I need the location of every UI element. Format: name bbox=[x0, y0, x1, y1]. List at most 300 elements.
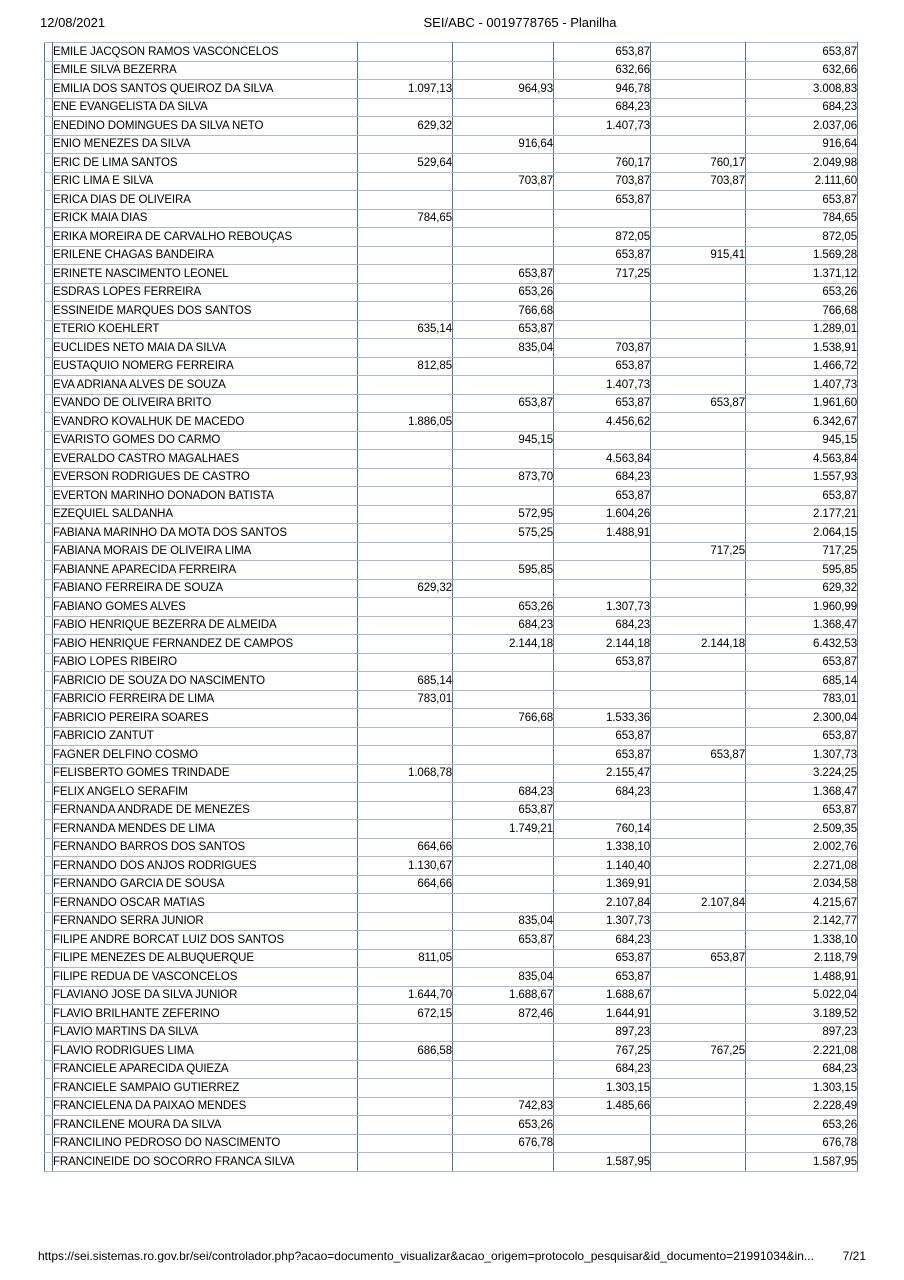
table-row bbox=[45, 561, 858, 580]
value2-cell bbox=[453, 209, 554, 228]
table-row bbox=[45, 857, 858, 876]
name-cell: ESDRAS LOPES FERREIRA bbox=[53, 283, 358, 302]
name-cell: FERNANDO DOS ANJOS RODRIGUES bbox=[53, 857, 358, 876]
table-row bbox=[45, 746, 858, 765]
total-cell: 2.271,08 bbox=[746, 857, 858, 876]
total-cell: 945,15 bbox=[746, 431, 858, 450]
value4-cell: 915,41 bbox=[651, 246, 746, 265]
value1-cell: 1.068,78 bbox=[358, 764, 453, 783]
value3-cell: 4.563,84 bbox=[554, 450, 651, 469]
total-cell: 2.034,58 bbox=[746, 875, 858, 894]
value2-cell bbox=[453, 1079, 554, 1098]
total-cell: 1.368,47 bbox=[746, 783, 858, 802]
value1-cell bbox=[358, 1116, 453, 1135]
name-cell: ESSINEIDE MARQUES DOS SANTOS bbox=[53, 302, 358, 321]
value1-cell bbox=[358, 1023, 453, 1042]
value1-cell bbox=[358, 43, 453, 62]
value1-cell bbox=[358, 801, 453, 820]
table-row bbox=[45, 912, 858, 931]
name-cell: ERIKA MOREIRA DE CARVALHO REBOUÇAS bbox=[53, 228, 358, 247]
value1-cell bbox=[358, 709, 453, 728]
value1-cell bbox=[358, 616, 453, 635]
name-cell: ERILENE CHAGAS BANDEIRA bbox=[53, 246, 358, 265]
value3-cell: 1.307,73 bbox=[554, 598, 651, 617]
value4-cell bbox=[651, 413, 746, 432]
value4-cell bbox=[651, 487, 746, 506]
total-cell: 1.587,95 bbox=[746, 1153, 858, 1172]
value3-cell: 653,87 bbox=[554, 43, 651, 62]
spacer-cell bbox=[45, 616, 53, 635]
table-row bbox=[45, 413, 858, 432]
value3-cell: 946,78 bbox=[554, 80, 651, 99]
table-row bbox=[45, 894, 858, 913]
value4-cell bbox=[651, 431, 746, 450]
value2-cell: 916,64 bbox=[453, 135, 554, 154]
value3-cell: 717,25 bbox=[554, 265, 651, 284]
value3-cell: 767,25 bbox=[554, 1042, 651, 1061]
spacer-cell bbox=[45, 579, 53, 598]
value3-cell: 1.303,15 bbox=[554, 1079, 651, 1098]
value2-cell bbox=[453, 1042, 554, 1061]
value2-cell bbox=[453, 98, 554, 117]
value1-cell bbox=[358, 228, 453, 247]
value3-cell: 1.587,95 bbox=[554, 1153, 651, 1172]
value3-cell bbox=[554, 672, 651, 691]
table-row bbox=[45, 1116, 858, 1135]
name-cell: FERNANDO OSCAR MATIAS bbox=[53, 894, 358, 913]
total-cell: 717,25 bbox=[746, 542, 858, 561]
value1-cell: 812,85 bbox=[358, 357, 453, 376]
value4-cell bbox=[651, 1134, 746, 1153]
spacer-cell bbox=[45, 524, 53, 543]
value1-cell: 1.886,05 bbox=[358, 413, 453, 432]
spacer-cell bbox=[45, 986, 53, 1005]
total-cell: 2.111,60 bbox=[746, 172, 858, 191]
spacer-cell bbox=[45, 709, 53, 728]
total-cell: 4.563,84 bbox=[746, 450, 858, 469]
spacer-cell bbox=[45, 838, 53, 857]
value3-cell: 1.307,73 bbox=[554, 912, 651, 931]
table-row bbox=[45, 357, 858, 376]
value4-cell bbox=[651, 80, 746, 99]
spacer-cell bbox=[45, 1079, 53, 1098]
table-row bbox=[45, 61, 858, 80]
value2-cell bbox=[453, 838, 554, 857]
value3-cell: 684,23 bbox=[554, 783, 651, 802]
name-cell: FABRICIO DE SOUZA DO NASCIMENTO bbox=[53, 672, 358, 691]
total-cell: 684,23 bbox=[746, 98, 858, 117]
value2-cell: 835,04 bbox=[453, 912, 554, 931]
value2-cell bbox=[453, 117, 554, 136]
spacer-cell bbox=[45, 561, 53, 580]
value2-cell: 653,26 bbox=[453, 283, 554, 302]
value3-cell bbox=[554, 209, 651, 228]
value2-cell: 835,04 bbox=[453, 339, 554, 358]
name-cell: EVA ADRIANA ALVES DE SOUZA bbox=[53, 376, 358, 395]
name-cell: ERIC DE LIMA SANTOS bbox=[53, 154, 358, 173]
value1-cell bbox=[358, 191, 453, 210]
value4-cell bbox=[651, 801, 746, 820]
value4-cell bbox=[651, 579, 746, 598]
total-cell: 629,32 bbox=[746, 579, 858, 598]
name-cell: ERINETE NASCIMENTO LEONEL bbox=[53, 265, 358, 284]
table-row bbox=[45, 117, 858, 136]
value1-cell bbox=[358, 1153, 453, 1172]
value2-cell bbox=[453, 542, 554, 561]
name-cell: ENE EVANGELISTA DA SILVA bbox=[53, 98, 358, 117]
value1-cell bbox=[358, 598, 453, 617]
table-row bbox=[45, 80, 858, 99]
spacer-cell bbox=[45, 1005, 53, 1024]
total-cell: 653,26 bbox=[746, 283, 858, 302]
value4-cell bbox=[651, 450, 746, 469]
value3-cell bbox=[554, 302, 651, 321]
value1-cell bbox=[358, 912, 453, 931]
name-cell: FELIX ANGELO SERAFIM bbox=[53, 783, 358, 802]
value2-cell: 575,25 bbox=[453, 524, 554, 543]
value4-cell bbox=[651, 320, 746, 339]
name-cell: FABIANA MARINHO DA MOTA DOS SANTOS bbox=[53, 524, 358, 543]
name-cell: FABIO HENRIQUE FERNANDEZ DE CAMPOS bbox=[53, 635, 358, 654]
value1-cell bbox=[358, 727, 453, 746]
name-cell: FRANCILINO PEDROSO DO NASCIMENTO bbox=[53, 1134, 358, 1153]
spacer-cell bbox=[45, 98, 53, 117]
spacer-cell bbox=[45, 635, 53, 654]
value4-cell bbox=[651, 1023, 746, 1042]
value1-cell: 664,66 bbox=[358, 838, 453, 857]
value3-cell: 1.338,10 bbox=[554, 838, 651, 857]
name-cell: FRANCINEIDE DO SOCORRO FRANCA SILVA bbox=[53, 1153, 358, 1172]
total-cell: 2.064,15 bbox=[746, 524, 858, 543]
total-cell: 653,87 bbox=[746, 801, 858, 820]
value3-cell: 653,87 bbox=[554, 727, 651, 746]
value2-cell bbox=[453, 191, 554, 210]
name-cell: EVERSON RODRIGUES DE CASTRO bbox=[53, 468, 358, 487]
table-row bbox=[45, 1097, 858, 1116]
spacer-cell bbox=[45, 209, 53, 228]
value2-cell bbox=[453, 228, 554, 247]
total-cell: 2.228,49 bbox=[746, 1097, 858, 1116]
value2-cell bbox=[453, 764, 554, 783]
value2-cell bbox=[453, 1023, 554, 1042]
value3-cell: 703,87 bbox=[554, 172, 651, 191]
table-row bbox=[45, 635, 858, 654]
value1-cell bbox=[358, 524, 453, 543]
value3-cell: 1.407,73 bbox=[554, 117, 651, 136]
value4-cell bbox=[651, 61, 746, 80]
value2-cell: 2.144,18 bbox=[453, 635, 554, 654]
table-row bbox=[45, 598, 858, 617]
value1-cell bbox=[358, 820, 453, 839]
value1-cell: 1.097,13 bbox=[358, 80, 453, 99]
value4-cell bbox=[651, 912, 746, 931]
name-cell: FABIANNE APARECIDA FERREIRA bbox=[53, 561, 358, 580]
value4-cell bbox=[651, 339, 746, 358]
table-row bbox=[45, 1042, 858, 1061]
value4-cell bbox=[651, 838, 746, 857]
name-cell: FABRICIO PEREIRA SOARES bbox=[53, 709, 358, 728]
table-row bbox=[45, 1079, 858, 1098]
value2-cell: 1.688,67 bbox=[453, 986, 554, 1005]
name-cell: FLAVIO MARTINS DA SILVA bbox=[53, 1023, 358, 1042]
value3-cell: 684,23 bbox=[554, 1060, 651, 1079]
name-cell: EMILIA DOS SANTOS QUEIROZ DA SILVA bbox=[53, 80, 358, 99]
value2-cell: 595,85 bbox=[453, 561, 554, 580]
table-row bbox=[45, 727, 858, 746]
value1-cell bbox=[358, 1134, 453, 1153]
total-cell: 5.022,04 bbox=[746, 986, 858, 1005]
table-row bbox=[45, 450, 858, 469]
value4-cell bbox=[651, 524, 746, 543]
value3-cell: 653,87 bbox=[554, 394, 651, 413]
table-row bbox=[45, 98, 858, 117]
name-cell: ERICA DIAS DE OLIVEIRA bbox=[53, 191, 358, 210]
total-cell: 2.509,35 bbox=[746, 820, 858, 839]
spacer-cell bbox=[45, 487, 53, 506]
total-cell: 1.466,72 bbox=[746, 357, 858, 376]
total-cell: 916,64 bbox=[746, 135, 858, 154]
value3-cell bbox=[554, 801, 651, 820]
value2-cell: 835,04 bbox=[453, 968, 554, 987]
table-row bbox=[45, 1060, 858, 1079]
table-row bbox=[45, 542, 858, 561]
name-cell: FRANCIELE APARECIDA QUIEZA bbox=[53, 1060, 358, 1079]
table-row bbox=[45, 524, 858, 543]
spacer-cell bbox=[45, 302, 53, 321]
value1-cell bbox=[358, 542, 453, 561]
value2-cell: 703,87 bbox=[453, 172, 554, 191]
spacer-cell bbox=[45, 61, 53, 80]
value4-cell: 760,17 bbox=[651, 154, 746, 173]
value3-cell bbox=[554, 320, 651, 339]
table-body bbox=[45, 43, 858, 1172]
total-cell: 653,87 bbox=[746, 191, 858, 210]
spacer-cell bbox=[45, 1134, 53, 1153]
value3-cell: 653,87 bbox=[554, 653, 651, 672]
total-cell: 2.300,04 bbox=[746, 709, 858, 728]
value1-cell bbox=[358, 1060, 453, 1079]
value4-cell bbox=[651, 43, 746, 62]
value3-cell bbox=[554, 283, 651, 302]
value2-cell: 684,23 bbox=[453, 783, 554, 802]
name-cell: FABRICIO ZANTUT bbox=[53, 727, 358, 746]
total-cell: 1.557,93 bbox=[746, 468, 858, 487]
value2-cell: 653,87 bbox=[453, 394, 554, 413]
table-row bbox=[45, 690, 858, 709]
total-cell: 1.307,73 bbox=[746, 746, 858, 765]
spacer-cell bbox=[45, 1023, 53, 1042]
value1-cell bbox=[358, 1097, 453, 1116]
value2-cell bbox=[453, 43, 554, 62]
total-cell: 653,87 bbox=[746, 727, 858, 746]
value1-cell bbox=[358, 376, 453, 395]
value2-cell: 872,46 bbox=[453, 1005, 554, 1024]
value3-cell: 1.407,73 bbox=[554, 376, 651, 395]
spacer-cell bbox=[45, 875, 53, 894]
value4-cell bbox=[651, 709, 746, 728]
name-cell: EUSTAQUIO NOMERG FERREIRA bbox=[53, 357, 358, 376]
name-cell: FERNANDO SERRA JUNIOR bbox=[53, 912, 358, 931]
name-cell: FRANCIELE SAMPAIO GUTIERREZ bbox=[53, 1079, 358, 1098]
value4-cell bbox=[651, 875, 746, 894]
spacer-cell bbox=[45, 598, 53, 617]
value4-cell: 653,87 bbox=[651, 394, 746, 413]
spacer-cell bbox=[45, 505, 53, 524]
value4-cell bbox=[651, 727, 746, 746]
table-row bbox=[45, 172, 858, 191]
value3-cell: 632,66 bbox=[554, 61, 651, 80]
value1-cell: 629,32 bbox=[358, 579, 453, 598]
value3-cell: 684,23 bbox=[554, 98, 651, 117]
spacer-cell bbox=[45, 320, 53, 339]
value4-cell bbox=[651, 616, 746, 635]
value3-cell bbox=[554, 1134, 651, 1153]
name-cell: FLAVIANO JOSE DA SILVA JUNIOR bbox=[53, 986, 358, 1005]
total-cell: 1.407,73 bbox=[746, 376, 858, 395]
value3-cell: 684,23 bbox=[554, 616, 651, 635]
total-cell: 2.221,08 bbox=[746, 1042, 858, 1061]
value1-cell bbox=[358, 246, 453, 265]
value3-cell: 653,87 bbox=[554, 746, 651, 765]
value3-cell: 653,87 bbox=[554, 246, 651, 265]
name-cell: FABIANO FERREIRA DE SOUZA bbox=[53, 579, 358, 598]
value4-cell bbox=[651, 986, 746, 1005]
value1-cell bbox=[358, 931, 453, 950]
value4-cell bbox=[651, 598, 746, 617]
total-cell: 2.118,79 bbox=[746, 949, 858, 968]
value1-cell bbox=[358, 783, 453, 802]
table-row bbox=[45, 1153, 858, 1172]
value4-cell bbox=[651, 857, 746, 876]
total-cell: 685,14 bbox=[746, 672, 858, 691]
total-cell: 653,87 bbox=[746, 43, 858, 62]
value3-cell: 1.485,66 bbox=[554, 1097, 651, 1116]
value4-cell bbox=[651, 820, 746, 839]
value2-cell: 653,26 bbox=[453, 1116, 554, 1135]
table-row bbox=[45, 709, 858, 728]
name-cell: FERNANDO GARCIA DE SOUSA bbox=[53, 875, 358, 894]
value4-cell bbox=[651, 505, 746, 524]
value2-cell bbox=[453, 653, 554, 672]
table-row bbox=[45, 1023, 858, 1042]
value2-cell: 766,68 bbox=[453, 302, 554, 321]
table-row bbox=[45, 487, 858, 506]
value2-cell bbox=[453, 357, 554, 376]
spacer-cell bbox=[45, 1153, 53, 1172]
name-cell: ETERIO KOEHLERT bbox=[53, 320, 358, 339]
table-row bbox=[45, 135, 858, 154]
table-row bbox=[45, 764, 858, 783]
value4-cell bbox=[651, 931, 746, 950]
table-row bbox=[45, 1005, 858, 1024]
value4-cell: 717,25 bbox=[651, 542, 746, 561]
value4-cell: 653,87 bbox=[651, 949, 746, 968]
total-cell: 766,68 bbox=[746, 302, 858, 321]
value3-cell: 703,87 bbox=[554, 339, 651, 358]
name-cell: EVERALDO CASTRO MAGALHAES bbox=[53, 450, 358, 469]
value1-cell bbox=[358, 98, 453, 117]
total-cell: 2.177,21 bbox=[746, 505, 858, 524]
spacer-cell bbox=[45, 820, 53, 839]
spacer-cell bbox=[45, 857, 53, 876]
table-row bbox=[45, 302, 858, 321]
value1-cell: 783,01 bbox=[358, 690, 453, 709]
table-row bbox=[45, 616, 858, 635]
spacer-cell bbox=[45, 542, 53, 561]
total-cell: 1.338,10 bbox=[746, 931, 858, 950]
spacer-cell bbox=[45, 894, 53, 913]
value2-cell: 676,78 bbox=[453, 1134, 554, 1153]
spacer-cell bbox=[45, 672, 53, 691]
spacer-cell bbox=[45, 783, 53, 802]
value1-cell: 686,58 bbox=[358, 1042, 453, 1061]
value1-cell bbox=[358, 61, 453, 80]
total-cell: 783,01 bbox=[746, 690, 858, 709]
value3-cell: 760,17 bbox=[554, 154, 651, 173]
table-row bbox=[45, 986, 858, 1005]
value1-cell bbox=[358, 487, 453, 506]
value4-cell bbox=[651, 1116, 746, 1135]
total-cell: 3.224,25 bbox=[746, 764, 858, 783]
document-title: SEI/ABC - 0019778765 - Planilha bbox=[423, 15, 617, 30]
name-cell: FELISBERTO GOMES TRINDADE bbox=[53, 764, 358, 783]
name-cell: EVARISTO GOMES DO CARMO bbox=[53, 431, 358, 450]
value1-cell bbox=[358, 283, 453, 302]
table-row bbox=[45, 505, 858, 524]
name-cell: EVANDO DE OLIVEIRA BRITO bbox=[53, 394, 358, 413]
table-row bbox=[45, 209, 858, 228]
spacer-cell bbox=[45, 394, 53, 413]
value2-cell bbox=[453, 672, 554, 691]
spacer-cell bbox=[45, 43, 53, 62]
total-cell: 632,66 bbox=[746, 61, 858, 80]
value4-cell: 767,25 bbox=[651, 1042, 746, 1061]
table-row bbox=[45, 339, 858, 358]
table-row bbox=[45, 228, 858, 247]
spacer-cell bbox=[45, 135, 53, 154]
value3-cell bbox=[554, 542, 651, 561]
value2-cell bbox=[453, 894, 554, 913]
spacer-cell bbox=[45, 949, 53, 968]
value3-cell: 1.644,91 bbox=[554, 1005, 651, 1024]
name-cell: FABIANO GOMES ALVES bbox=[53, 598, 358, 617]
name-cell: FRANCIELENA DA PAIXAO MENDES bbox=[53, 1097, 358, 1116]
total-cell: 1.289,01 bbox=[746, 320, 858, 339]
value3-cell: 872,05 bbox=[554, 228, 651, 247]
value4-cell bbox=[651, 468, 746, 487]
value3-cell: 684,23 bbox=[554, 931, 651, 950]
spacer-cell bbox=[45, 191, 53, 210]
value4-cell: 2.144,18 bbox=[651, 635, 746, 654]
value2-cell: 572,95 bbox=[453, 505, 554, 524]
name-cell: FAGNER DELFINO COSMO bbox=[53, 746, 358, 765]
value2-cell bbox=[453, 857, 554, 876]
total-cell: 1.960,99 bbox=[746, 598, 858, 617]
total-cell: 2.037,06 bbox=[746, 117, 858, 136]
value2-cell: 945,15 bbox=[453, 431, 554, 450]
value1-cell bbox=[358, 135, 453, 154]
value3-cell bbox=[554, 431, 651, 450]
name-cell: FERNANDA MENDES DE LIMA bbox=[53, 820, 358, 839]
table-row bbox=[45, 320, 858, 339]
name-cell: FLAVIO BRILHANTE ZEFERINO bbox=[53, 1005, 358, 1024]
spacer-cell bbox=[45, 450, 53, 469]
table-row bbox=[45, 931, 858, 950]
value1-cell bbox=[358, 505, 453, 524]
value1-cell bbox=[358, 339, 453, 358]
table-row bbox=[45, 838, 858, 857]
total-cell: 6.432,53 bbox=[746, 635, 858, 654]
